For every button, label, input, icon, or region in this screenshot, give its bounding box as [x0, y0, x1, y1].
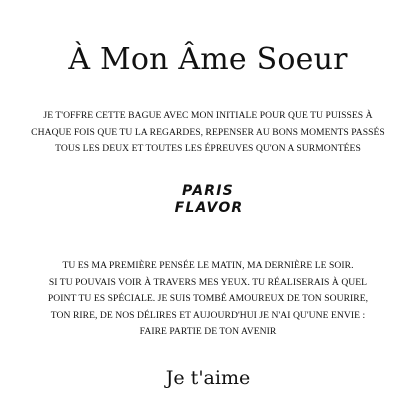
text-line: JE T'OFFRE CETTE BAGUE AVEC MON INITIALE POUR QUE TU PUISSES À — [43, 110, 373, 121]
message-paragraph-2 — [14, 258, 402, 341]
text-line: CHAQUE FOIS QUE TU LA REGARDES, REPENSER AU BONS MOMENTS PASSÉS — [31, 126, 385, 138]
logo-line-1: PARIS — [182, 183, 234, 199]
text-line: TU ES MA PREMIÈRE PENSÉE LE MATIN, MA DERNIÈRE LE SOIR. — [62, 260, 354, 271]
signoff-text: Je t'aime — [165, 367, 251, 389]
text-line: FAIRE PARTIE DE TON AVENIR — [139, 326, 277, 337]
card-title: À Mon Âme Soeur — [68, 42, 348, 77]
logo-line-2: FLAVOR — [174, 200, 244, 216]
message-paragraph-1 — [14, 108, 402, 158]
text-line: SI TU POUVAIS VOIR À TRAVERS MES YEUX. TU RÉALISERAIS À QUEL — [48, 276, 368, 288]
paris-flavor-logo — [0, 183, 416, 217]
text-line: TOUS LES DEUX ET TOUTES LES ÉPREUVES QU'ON A SURMONTÉES — [55, 143, 361, 154]
text-line: TON RIRE, DE NOS DÉLIRES ET AUJOURD'HUI JE N'AI QU'UNE ENVIE : — [50, 309, 366, 321]
text-line: POINT TU ES SPÉCIALE. JE SUIS TOMBÉ AMOUREUX DE TON SOURIRE, — [47, 293, 369, 304]
